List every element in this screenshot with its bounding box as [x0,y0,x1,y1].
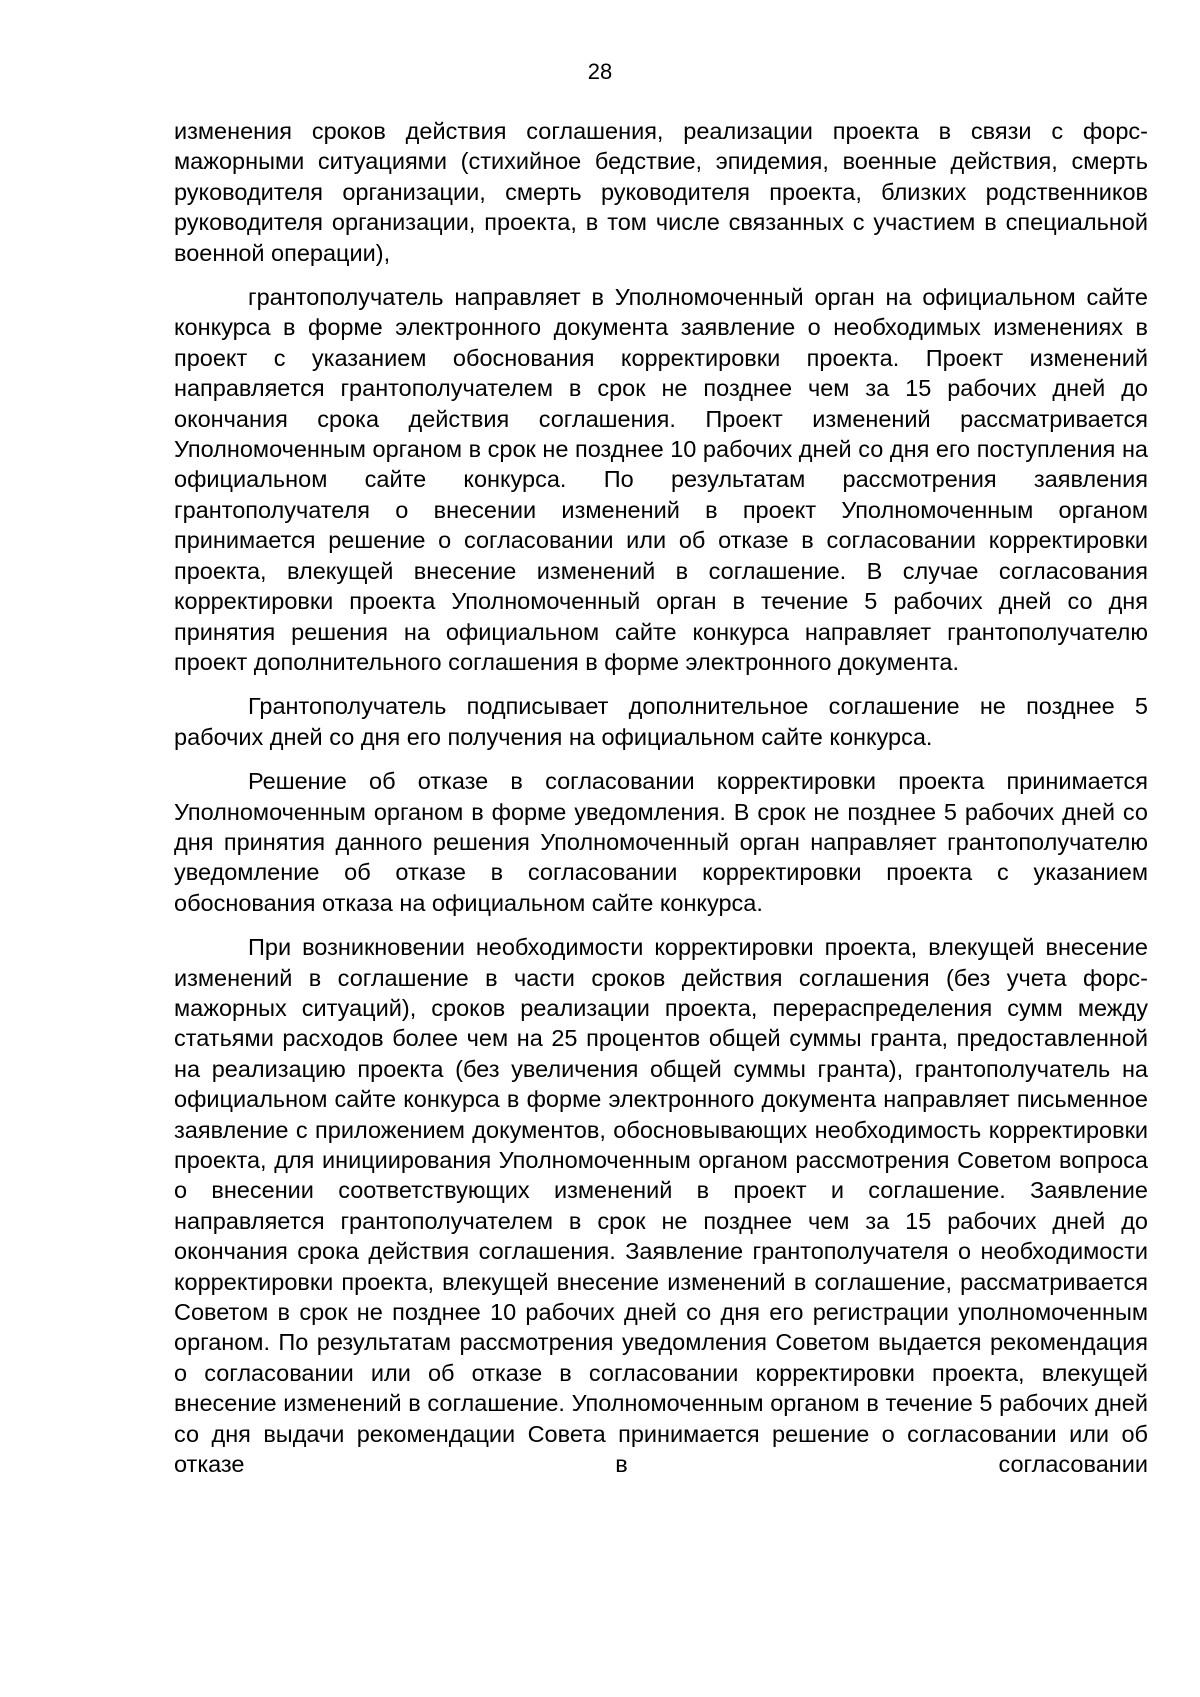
document-body [174,116,1148,1479]
paragraph-additional-agreement: Грантополучатель подписывает дополнительное соглашение не позднее 5 рабочих дней со дня его получения на официальном сайте конкурса. [174,693,1148,750]
paragraph-continuation: изменения сроков действия соглашения, реализации проекта в связи с форс-мажорными ситуациями (стихийное бедствие, эпидемия, военные действия, смерть руководителя организации, смерть руководителя проекта, близких родственников руководителя организации, проекта, в том числе связанных с участием в специальной военной операции), [174,118,1148,266]
page-number: 28 [587,59,613,84]
paragraph-council-review: При возникновении необходимости корректировки проекта, влекущей внесение изменений в соглашение в части сроков действия соглашения (без учета форс-мажорных ситуаций), сроков реализации проекта, перераспределения сумм между статьями расходов более чем на 25 процентов общей суммы гранта, предоставленной на реализацию проекта (без увеличения общей суммы гранта), грантополучатель на официальном сайте конкурса в форме электронного документа направляет письменное заявление с приложением документов, обосновывающих необходимость корректировки проекта, для инициирования Уполномоченным органом рассмотрения Советом вопроса о внесении соответствующих изменений в проект и соглашение. Заявление направляется грантополучателем в срок не позднее чем за 15 рабочих дней до окончания срока действия соглашения. Заявление грантополучателя о необходимости корректировки проекта, влекущей внесение изменений в соглашение, рассматривается Советом в срок не позднее 10 рабочих дней со дня его регистрации уполномоченным органом. По результатам рассмотрения уведомления Советом выдается рекомендация о согласовании или об отказе в согласовании корректировки проекта, влекущей внесение изменений в соглашение. Уполномоченным органом в течение 5 рабочих дней со дня выдачи рекомендации Совета принимается решение о согласовании или об отказе в согласовании [174,934,1148,1478]
paragraph-refusal-decision: Решение об отказе в согласовании корректировки проекта принимается Уполномоченным органом в форме уведомления. В срок не позднее 5 рабочих дней со дня принятия данного решения Уполномоченный орган направляет грантополучателю уведомление об отказе в согласовании корректировки проекта с указанием обоснования отказа на официальном сайте конкурса. [174,768,1148,916]
paragraph-application-submission: грантополучатель направляет в Уполномоченный орган на официальном сайте конкурса в форме электронного документа заявление о необходимых изменениях в проект с указанием обоснования корректировки проекта. Проект изменений направляется грантополучателем в срок не позднее чем за 15 рабочих дней до окончания срока действия соглашения. Проект изменений рассматривается Уполномоченным органом в срок не позднее 10 рабочих дней со дня его поступления на официальном сайте конкурса. По результатам рассмотрения заявления грантополучателя о внесении изменений в проект Уполномоченным органом принимается решение о согласовании или об отказе в согласовании корректировки проекта, влекущей внесение изменений в соглашение. В случае согласования корректировки проекта Уполномоченный орган в течение 5 рабочих дней со дня принятия решения на официальном сайте конкурса направляет грантополучателю проект дополнительного соглашения в форме электронного документа. [174,284,1148,675]
